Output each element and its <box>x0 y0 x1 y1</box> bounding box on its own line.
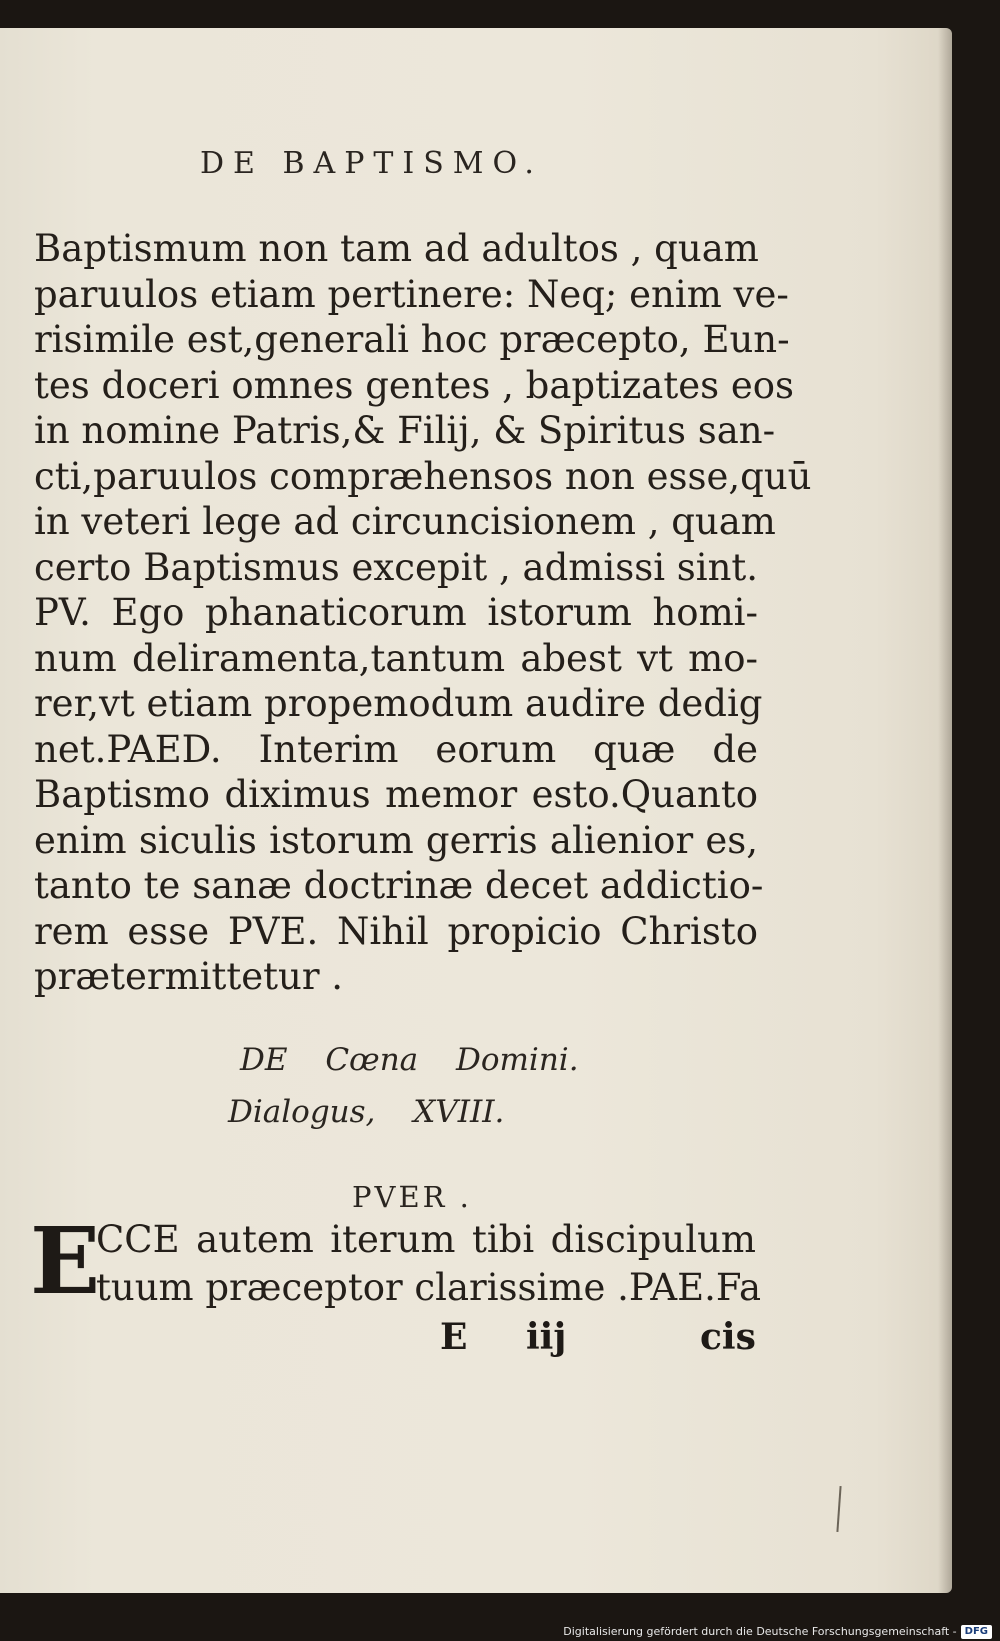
drop-cap-initial: E <box>30 1207 101 1315</box>
text-line: Baptismo diximus memor esto.Quanto <box>34 773 758 816</box>
signature-mark: E <box>440 1316 468 1358</box>
text-line: tes doceri omnes gentes , baptizates eos <box>34 363 795 407</box>
text-line: in nomine Patris,& Filij, & Spiritus san- <box>34 409 776 452</box>
catchword: cis <box>700 1316 756 1358</box>
text-line: enim siculis istorum gerris alienior es, <box>34 818 758 862</box>
footer-text: Digitalisierung gefördert durch die Deutsche Forschungsgemeinschaft - <box>563 1625 957 1638</box>
text-line: risimile est,generali hoc præcepto, Eun- <box>34 318 790 361</box>
text-line: in veteri lege ad circuncisionem , quam <box>34 500 776 543</box>
text-line: num deliramenta,tantum abest vt mo- <box>34 636 758 680</box>
text-line: rem esse PVE. Nihil propicio Christo <box>34 909 758 953</box>
text-line: PV. Ego phanaticorum istorum homi- <box>34 591 758 634</box>
text-line: net.PAED. Interim eorum quæ de <box>34 727 758 771</box>
section-subtitle: Dialogus, XVIII. <box>228 1094 505 1130</box>
text-line: tanto te sanæ doctrinæ decet addictio- <box>34 864 764 907</box>
running-head: DE BAPTISMO. <box>200 146 543 181</box>
signature-number: iij <box>526 1316 567 1358</box>
dfg-logo: DFG <box>961 1625 992 1639</box>
section-title: DE Cœna Domini. <box>240 1042 579 1078</box>
text-line: cti,paruulos compræhensos non esse,quū <box>34 454 812 498</box>
dialog-line: CCE autem iterum tibi discipulum <box>96 1218 756 1261</box>
book-page <box>0 28 952 1593</box>
body-text <box>34 226 812 1000</box>
dialog-line: tuum præceptor clarissime .PAE.Fa <box>96 1266 762 1309</box>
speaker-label: PVER . <box>352 1180 472 1214</box>
text-line: rer,vt etiam propemodum audire dedig <box>34 682 763 725</box>
pencil-mark <box>836 1486 841 1532</box>
text-line: certo Baptismus excepit , admissi sint. <box>34 545 759 589</box>
text-line: prætermittetur . <box>34 955 344 998</box>
text-line: paruulos etiam pertinere: Neq; enim ve- <box>34 272 789 316</box>
text-line: Baptismum non tam ad adultos , quam <box>34 227 759 270</box>
digitization-footer <box>563 1623 992 1641</box>
